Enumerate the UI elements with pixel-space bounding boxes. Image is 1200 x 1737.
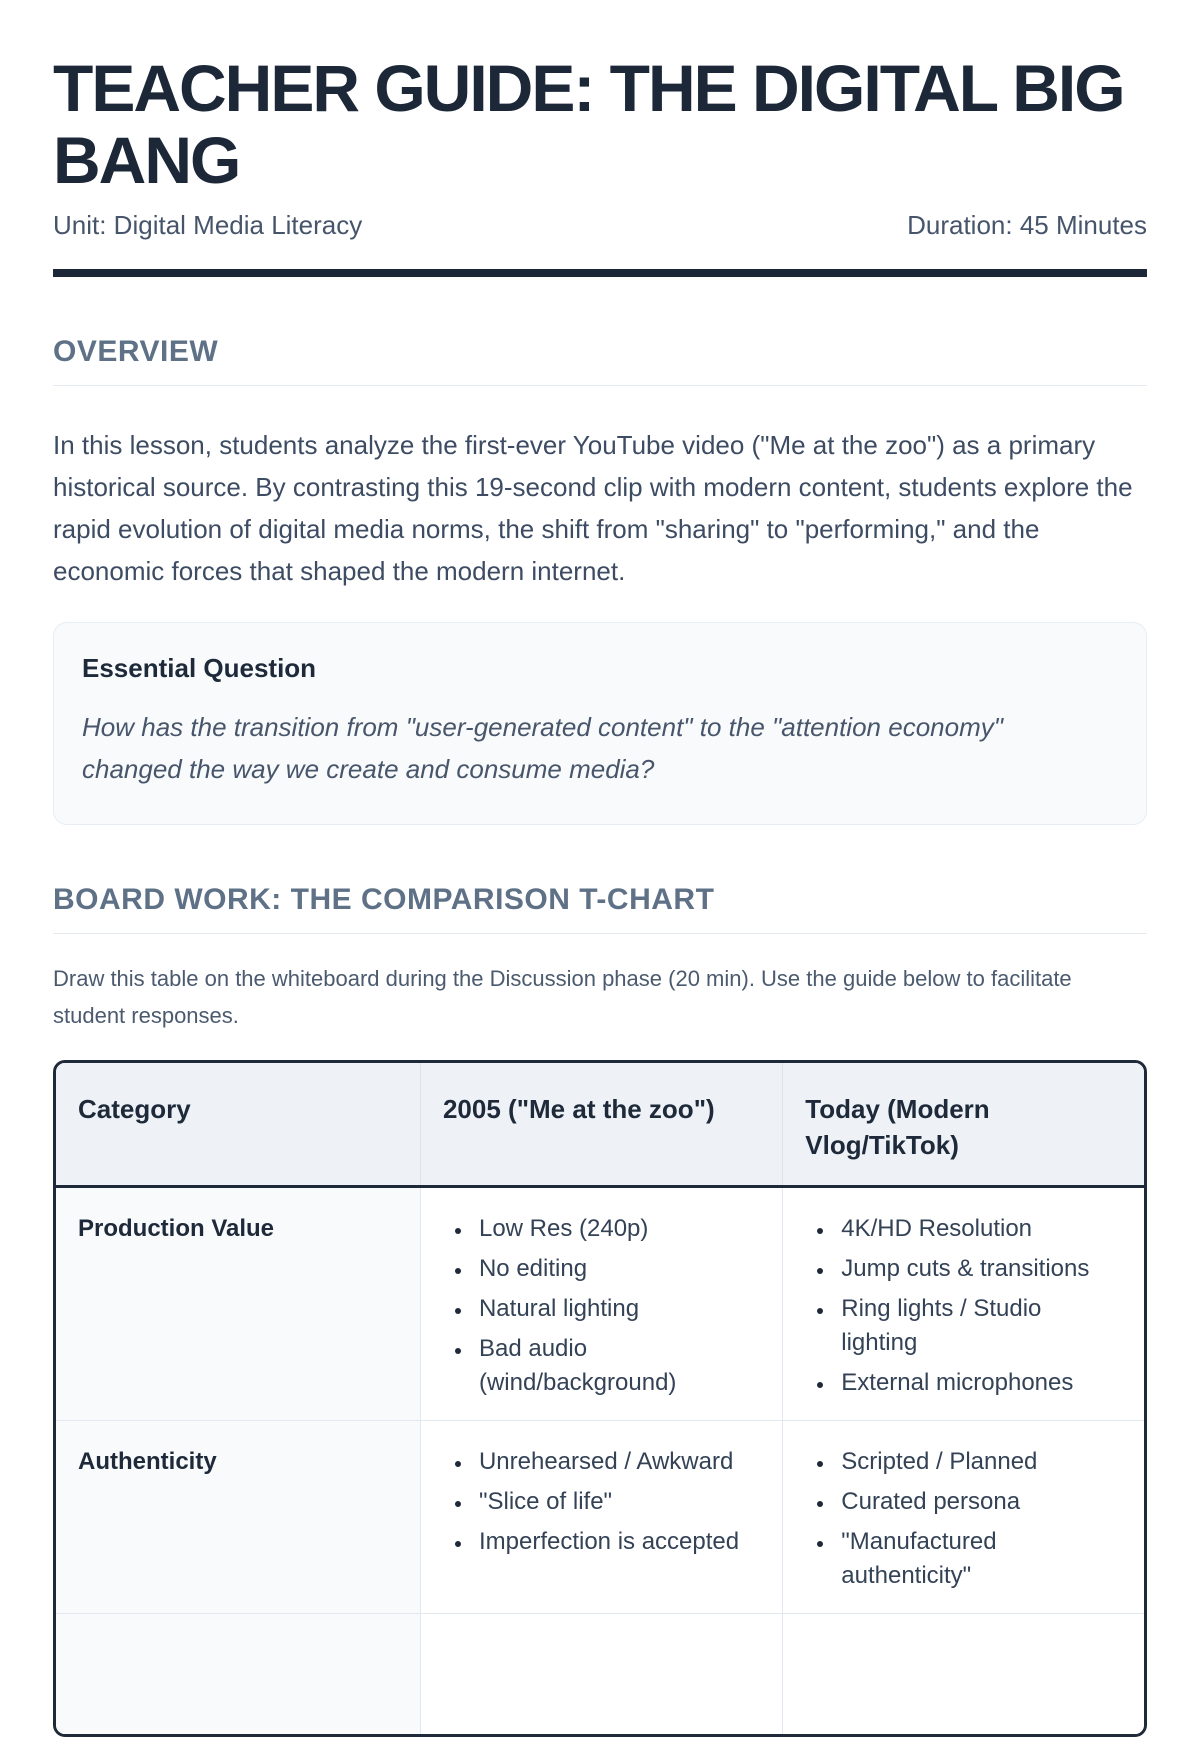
bullet-item: • Unrehearsed / Awkward: [473, 1445, 760, 1479]
cell-2005: [420, 1614, 782, 1734]
essential-question-card: [53, 622, 1147, 825]
duration-label: Duration: 45 Minutes: [907, 210, 1147, 240]
cell-today: [783, 1187, 1144, 1421]
column-header-2005: 2005 ("Me at the zoo"): [420, 1063, 782, 1187]
essential-question-heading: Essential Question: [82, 653, 317, 683]
bullet-item: • Scripted / Planned: [835, 1445, 1122, 1479]
bullet-item: • 4K/HD Resolution: [835, 1212, 1122, 1246]
bullet-item: • Curated persona: [835, 1485, 1122, 1519]
title-divider: [53, 269, 1147, 277]
unit-label: Unit: Digital Media Literacy: [53, 210, 363, 240]
bullet-item: • External microphones: [835, 1366, 1122, 1400]
overview-heading: OVERVIEW: [53, 335, 1147, 386]
section-board-work: [53, 883, 1147, 1737]
bullet-list-2005: [443, 1212, 760, 1400]
bullet-list-2005: [443, 1445, 760, 1559]
cell-today: [783, 1614, 1144, 1734]
bullet-item: • "Slice of life": [473, 1485, 760, 1519]
bullet-item: • Low Res (240p): [473, 1212, 760, 1246]
category-cell: Production Value: [56, 1187, 420, 1421]
bullet-item: • "Manufactured authenticity": [835, 1525, 1122, 1593]
bullet-item: • Imperfection is accepted: [473, 1525, 760, 1559]
board-work-heading: BOARD WORK: THE COMPARISON T-CHART: [53, 883, 1147, 934]
category-cell: [56, 1614, 420, 1734]
cell-2005: [420, 1421, 782, 1614]
bullet-item: • No editing: [473, 1252, 760, 1286]
comparison-table: [56, 1063, 1144, 1734]
overview-body: In this lesson, students analyze the first-ever YouTube video ("Me at the zoo") as a primary historical source. By contrasting this 19-second clip with modern content, students explore the rapid evolution of digital media norms, the shift from "sharing" to "performing," and the economic forces that shaped the modern internet.: [53, 430, 1133, 586]
comparison-table-frame: [53, 1060, 1147, 1737]
table-header-row: [56, 1063, 1144, 1187]
section-overview: [53, 335, 1147, 825]
document-header: [53, 52, 1147, 277]
bullet-item: • Ring lights / Studio lighting: [835, 1292, 1122, 1360]
page-title: TEACHER GUIDE: THE DIGITAL BIG BANG: [53, 51, 1124, 197]
meta-row: [53, 210, 1147, 241]
category-cell: Authenticity: [56, 1421, 420, 1614]
bullet-list-today: [805, 1212, 1122, 1400]
column-header-category: Category: [56, 1063, 420, 1187]
bullet-list-today: [805, 1445, 1122, 1593]
table-row: [56, 1614, 1144, 1734]
board-work-body: Draw this table on the whiteboard during the Discussion phase (20 min). Use the guide below to facilitate student responses.: [53, 966, 1072, 1028]
bullet-item: • Jump cuts & transitions: [835, 1252, 1122, 1286]
bullet-item: • Bad audio (wind/background): [473, 1332, 760, 1400]
table-row: [56, 1421, 1144, 1614]
cell-today: [783, 1421, 1144, 1614]
column-header-today: Today (Modern Vlog/TikTok): [783, 1063, 1144, 1187]
cell-2005: [420, 1187, 782, 1421]
bullet-item: • Natural lighting: [473, 1292, 760, 1326]
table-row: [56, 1187, 1144, 1421]
essential-question-body: How has the transition from "user-generated content" to the "attention economy" changed the way we create and consume media?: [82, 712, 1003, 784]
